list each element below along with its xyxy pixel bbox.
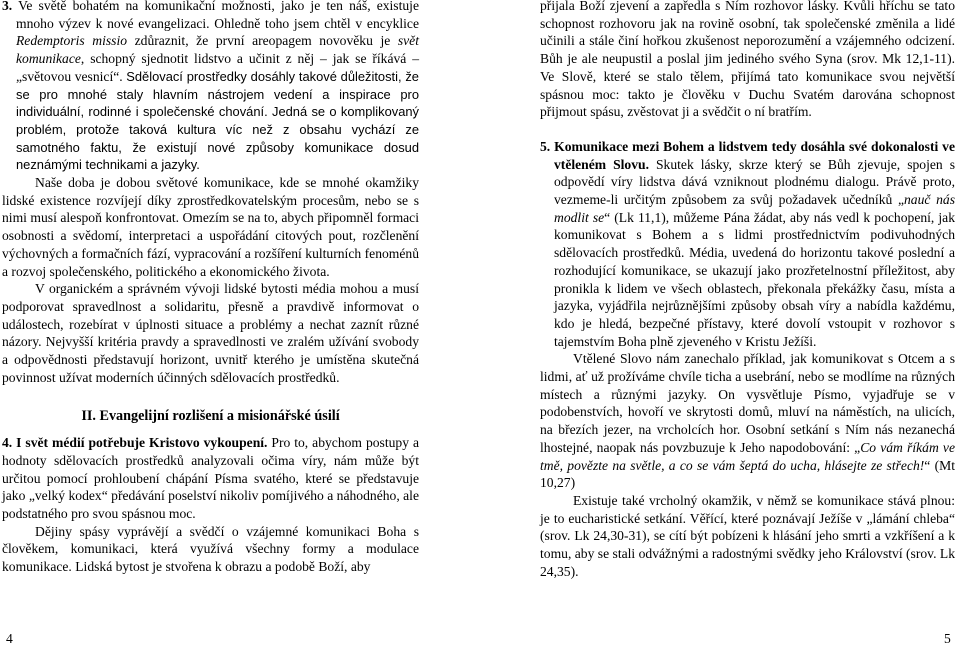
paragraph-3: 3. Ve světě bohatém na komunikační možnosti, jako je ten náš, existuje mnoho výzev k nové evangelizaci. Ohledně toho jsem chtěl v encyklice Redemptoris missio zdůraznit, že první areopagem novověku je svět komunikace, schopný sjednotit lidstvo a učinit z něj – jak se říkává – „světovou vesnicí“. Sdělovací prostředky dosáhly takové důležitosti, že se pro mnohé staly hlavním nástrojem vedení a inspirace pro individuální, rodinné i společenské chování. Jedná se o komplikovaný problém, protože taková kultura víc než z obsahu vychází ze samotného faktu, že existují nové způsoby komunikace dosud neznámými technikami a jazyky.: [2, 0, 419, 173]
paragraph: Dějiny spásy vyprávějí a svědčí o vzájemné komunikaci Boha s člověkem, komunikaci, která využívá všechny formy a modulace komunikace. Lidská bytost je stvořena k obrazu a podobě Boží, aby: [2, 523, 419, 575]
paragraph: Existuje také vrcholný okamžik, v němž se komunikace stává plnou: je to eucharistické setkání. Věřící, které poznávají Ježíše v „lámání chleba“ (srov. Lk 24,30-31), se cítí být pobízeni k hlásání jeho smrti a vzkříšení a k tomu, aby se stali odvážnými a radostnými svědky jeho Království (srov. Lk 24,35).: [540, 492, 955, 579]
right-page-column: [540, 0, 955, 581]
paragraph-gap: [540, 121, 955, 138]
paragraph-5: 5. Komunikace mezi Bohem a lidstvem tedy dosáhla své dokonalosti ve vtěleném Slovu. Skutek lásky, skrze který se Bůh zjevuje, spojen s odpovědí víry lidstva dává vzniknout plodnému dialogu. Právě proto, vezmeme-li určitým způsobem za svůj požadavek učedníků „nauč nás modlit se“ (Lk 11,1), můžeme Pána žádat, aby nás vedl k pochopení, jak komunikovat s Bohem a s lidmi prostřednictvím podivuhodných sdělovacích prostředků. Média, uvedená do horizontu takové poslední a rozhodující komunikace, se ukazují jako prozřetelnostní příležitost, aby pronikla k lidem ve všech oblastech, překonala překážky času, místa a jazyka, vyjádřila nejrůznějšími způsoby obsah víry a nabídla každému, kdo je hledá, bezpečné přístavy, které dovolí vstoupit v rozhovor s tajemstvím Boha plně zjeveného v Kristu Ježíši.: [540, 138, 956, 349]
page-number-right: 5: [944, 631, 951, 646]
paragraph: V organickém a správném vývoji lidské bytosti média mohou a musí podporovat spravedlnost a solidaritu, přesně a pravdivě informovat o událostech, rozebírat v úplnosti situace a problémy a nechat zaznít různé názory. Nejvyšší kritéria pravdy a spravedlnosti ve zralém užívání svobody a odpovědnosti představují horizont, uvnitř kterého je umístěna skutečná povinnost užívat moderních účinných sdělovacích prostředků.: [2, 281, 419, 385]
paragraph: přijala Boží zjevení a zapředla s Ním rozhovor lásky. Kvůli hříchu se tato schopnost rozhovoru jak na rovině osobní, tak společenské změnila a lidé učinili a stále činí hořkou zkušenost neporozumění a vzájemného odcizení. Bůh je ale neupustil a poslal jim jediného svého Syna (srov. Mk 12,1-11). Ve Slově, které se stalo tělem, přijímá tato komunikace svou největší spásnou moc: takto je člověku v Duchu Svatém darována schopnost přijmout spásu, zvěstovat ji a svědčit o ní bratřím.: [540, 0, 955, 120]
paragraph-4: 4. I svět médií potřebuje Kristovo vykoupení. Pro to, abychom postupy a hodnoty sdělovacích prostředků analyzovali očima víry, nám může být určitou pomocí prohloubení chápání Písma svatého, které se představuje jako „velký kodex“ předávání poselství nikoliv pomíjivého a náhodného, ale podstatného pro svou spásnou moc.: [2, 435, 419, 521]
section-number: 4.: [2, 435, 13, 451]
page-number-left: 4: [6, 631, 13, 646]
left-page-column: [2, 0, 419, 576]
paragraph: Vtělené Slovo nám zanechalo příklad, jak komunikovat s Otcem a s lidmi, ať už prožíváme chvíle ticha a usebrání, nebo se modlíme na různých místech a různými jazyky. On vysvětluje Písmo, vyjadřuje se v podobenstvích, hovoří ve skrytosti domů, mluví na náměstích, na ulicích, na březích jezer, na vrcholcích hor. Osobní setkání s Ním nás nezanechá lhostejné, naopak nás povzbuzuje k Jeho napodobování: „Co vám říkám ve tmě, povězte na světle, a co se vám šeptá do ucha, hlásejte ze střech!“ (Mt 10,27): [540, 351, 955, 491]
paragraph: Naše doba je dobou světové komunikace, kde se mnohé okamžiky lidské existence rozvíjejí díky zprostředkovatelským procesům, nebo se s nimi musí alespoň konfrontovat. Omezím se na to, abych připomněl formaci osobnosti a svědomí, interpretaci a uspořádání citových pout, rozčlenění výchovných a formačních fází, vypracování a rozšíření kulturních fenoménů a rozvoj společenského, politického a ekonomického života.: [2, 175, 419, 279]
section-heading: II. Evangelijní rozlišení a misionářské úsilí: [81, 408, 340, 425]
section-number: 5.: [540, 138, 551, 154]
section-number: 3.: [2, 0, 13, 13]
